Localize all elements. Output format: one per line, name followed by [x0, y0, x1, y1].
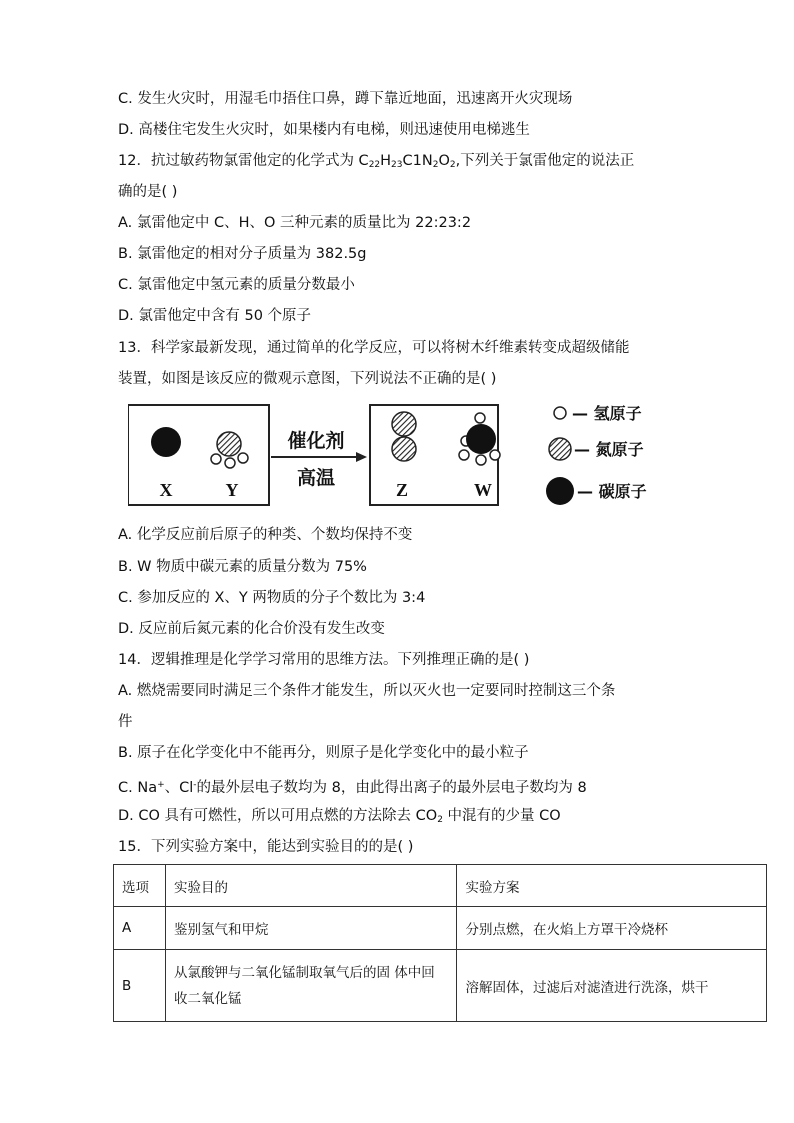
q12-option-d: D. 氯雷他定中含有 50 个原子: [118, 308, 312, 324]
question-15: 15．下列实验方案中，能达到实验目的的是( ): [118, 839, 414, 855]
experiment-table: [113, 864, 767, 1022]
row-purpose: 鉴别氢气和甲烷: [165, 907, 457, 950]
catalyst-label: 催化剂: [287, 430, 345, 452]
molecule-y: [211, 432, 248, 468]
legend-carbon-icon: [546, 477, 574, 505]
question-13-cont: 装置，如图是该反应的微观示意图，下列说法不正确的是( ): [118, 371, 497, 387]
q14-option-c: C. Na+、Cl-的最外层电子数均为 8，由此得出离子的最外层电子数均为 8: [118, 780, 587, 796]
reaction-arrow: [271, 429, 367, 489]
row-plan: 分别点燃，在火焰上方罩干冷烧杯: [457, 907, 767, 950]
q13-option-a: A. 化学反应前后原子的种类、个数均保持不变: [118, 527, 413, 543]
header-plan: 实验方案: [457, 865, 767, 907]
label-y: Y: [225, 480, 239, 500]
molecule-w: [459, 413, 500, 465]
legend-nitrogen-icon: [549, 438, 571, 460]
reaction-diagram: [128, 404, 694, 508]
option-d-fire: D. 高楼住宅发生火灾时，如果楼内有电梯，则迅速使用电梯逃生: [118, 122, 530, 138]
table-header-row: [114, 865, 767, 907]
molecule-z: [392, 412, 416, 461]
question-12: 12．抗过敏药物氯雷他定的化学式为 $C_{22}H_{23}C1N_2O_2$,下列关于氯雷他定的说法正: [118, 153, 635, 170]
header-purpose: 实验目的: [165, 865, 457, 907]
question-14: 14．逻辑推理是化学学习常用的思维方法。下列推理正确的是( ): [118, 652, 530, 668]
q13-option-c: C. 参加反应的 X、Y 两物质的分子个数比为 3:4: [118, 590, 426, 606]
label-w: W: [474, 480, 492, 500]
legend-hydrogen-icon: [554, 407, 566, 419]
q13-option-d: D. 反应前后氮元素的化合价没有发生改变: [118, 621, 385, 637]
row-option: B: [114, 950, 166, 1022]
q12-option-c: C. 氯雷他定中氢元素的质量分数最小: [118, 277, 355, 293]
q14-option-d: D. CO 具有可燃性，所以可用点燃的方法除去 $CO_2$ 中混有的少量 CO: [118, 808, 561, 825]
row-plan: 溶解固体，过滤后对滤渣进行洗涤，烘干: [457, 950, 767, 1022]
label-x: X: [159, 480, 173, 500]
legend-carbon: — 碳原子: [577, 482, 647, 501]
reactant-box: [128, 405, 269, 505]
table-row: [114, 907, 767, 950]
product-box: [370, 405, 500, 505]
label-z: Z: [395, 480, 409, 500]
carbon-atom-x: [151, 427, 181, 457]
option-c-fire: C. 发生火灾时，用湿毛巾捂住口鼻，蹲下靠近地面，迅速离开火灾现场: [118, 91, 573, 107]
q14-option-a-cont: 件: [118, 714, 133, 730]
row-option: A: [114, 907, 166, 950]
q13-option-b: B. W 物质中碳元素的质量分数为 75%: [118, 559, 367, 575]
q14-option-a: A. 燃烧需要同时满足三个条件才能发生，所以灭火也一定要同时控制这三个条: [118, 683, 616, 699]
question-13: 13．科学家最新发现，通过简单的化学反应，可以将树木纤维素转变成超级储能: [118, 340, 630, 356]
q14-option-b: B. 原子在化学变化中不能再分，则原子是化学变化中的最小粒子: [118, 745, 529, 761]
q12-option-b: B. 氯雷他定的相对分子质量为 382.5g: [118, 246, 367, 262]
legend: [546, 404, 647, 505]
question-12-cont: 确的是( ): [118, 184, 178, 200]
table-row: [114, 950, 767, 1022]
q12-option-a: A. 氯雷他定中 C、H、O 三种元素的质量比为 22:23:2: [118, 215, 472, 231]
legend-hydrogen: — 氢原子: [572, 404, 642, 423]
legend-nitrogen: — 氮原子: [574, 440, 644, 459]
header-option: 选项: [114, 865, 166, 907]
row-purpose: 从氯酸钾与二氧化锰制取氧气后的固 体中回 收二氧化锰: [165, 950, 457, 1022]
condition-label: 高温: [296, 467, 336, 489]
